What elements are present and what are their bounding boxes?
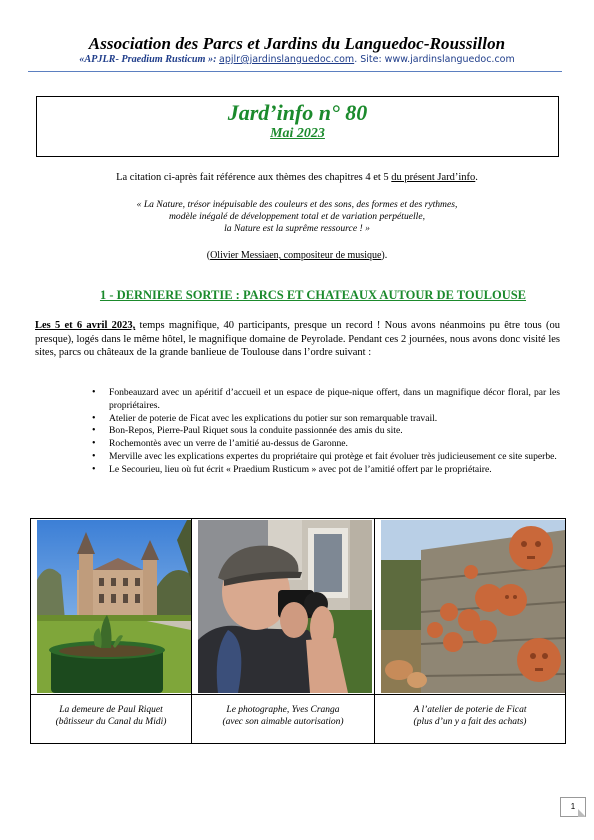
page-number: 1 [560,797,586,817]
photo-table [30,518,566,744]
body-text: temps magnifique, 40 participants, presque un record ! Nous avons néanmoins pu être tous (ou presque), logés dans le même hôtel, le magnifique domaine de Peyrolade. Pendant ces 2 journées, nous avons donc visité les sites, parcs ou châteaux de la grande banlieue de Toulouse dans l’ordre suivant : [35,320,560,358]
photo-chateau [37,520,191,693]
quote-line-2: modèle inégalé de développement total et de variation perpétuelle, [168,211,425,222]
visit-list [92,387,560,477]
newsletter-title-box [36,96,559,157]
list-item: • Le Secourieu, lieu où fut écrit « Praedium Rusticum » avec pot de l’amitié offert par le propriétaire. [92,464,560,477]
newsletter-title: Jard’info n° 80 [227,100,368,125]
photo-pottery [381,520,565,693]
header-contact-line [0,54,594,65]
intro-line [0,172,594,183]
intro-end: . [475,172,478,183]
caption-1-line-1: La demeure de Paul Riquet [59,705,163,715]
body-paragraph [35,319,560,360]
list-item: • Merville avec les explications expertes du propriétaire qui protège et fait évoluer très judicieusement ce site superbe. [92,451,560,464]
association-abbrev: «APJLR- Praedium Rusticum »: [79,54,220,65]
quote-attribution [0,250,594,261]
photo-photographer [198,520,372,693]
newsletter-date: Mai 2023 [270,126,325,141]
caption-3-line-1: A l’atelier de poterie de Ficat [413,705,527,715]
quote-line-1: « La Nature, trésor inépuisable des couleurs et des sons, des formes et des rythmes, [136,199,458,210]
list-item: • Fonbeauzard avec un apéritif d’accueil et un espace de pique-nique offert, dans un magnifique décor floral, par les propriétaires. [92,387,560,413]
caption-3-line-2: (plus d’un y a fait des achats) [413,717,527,727]
intro-text: La citation ci-après fait référence aux thèmes des chapitres 4 et 5 [116,172,392,183]
attribution-name: Olivier Messiaen, compositeur de musique [210,250,382,261]
page-corner-fold [578,809,586,817]
caption-1-line-2: (bâtisseur du Canal du Midi) [55,717,167,727]
outing-date: Les 5 et 6 avril 2023, [35,320,136,331]
section-title: 1 - DERNIERE SORTIE : PARCS ET CHATEAUX AUTOUR DE TOULOUSE [99,288,527,302]
attribution-close: ). [381,250,388,261]
photo-caption-2 [192,704,374,728]
header-rule [28,71,562,72]
attribution-open: ( [206,250,211,261]
intro-underlined: du présent Jard’info [391,172,476,183]
list-item: • Rochemontès avec un verre de l’amitié au-dessus de Garonne. [92,438,560,451]
photo-caption-1 [31,704,191,728]
association-title: Association des Parcs et Jardins du Languedoc-Roussillon [88,34,506,53]
list-item: • Atelier de poterie de Ficat avec les explications du potier sur son remarquable travail. [92,413,560,426]
quote-line-3: la Nature est la suprême ressource ! » [224,223,370,234]
photo-caption-3 [375,704,565,728]
list-item: • Bon-Repos, Pierre-Paul Riquet sous la conduite passionnée des amis du site. [92,425,560,438]
caption-2-line-2: (avec son aimable autorisation) [222,717,344,727]
caption-divider [31,694,565,695]
caption-2-line-1: Le photographe, Yves Cranga [226,705,340,715]
email-link[interactable]: apjlr@jardinslanguedoc.com [219,54,355,65]
website-label[interactable]: . Site: www.jardinslanguedoc.com [354,54,515,65]
